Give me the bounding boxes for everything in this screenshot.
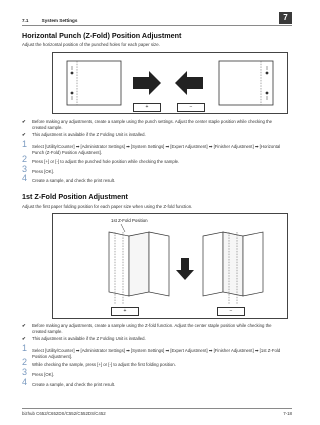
- section2-bullet: ✔ This adjustment is available if the Z Folding Unit is installed.: [22, 336, 146, 341]
- punch-hole: [71, 72, 74, 75]
- section-header: [22, 18, 77, 23]
- plus-key: +: [133, 103, 161, 112]
- zfold-position-figure: [52, 213, 288, 319]
- arrow-left-icon: [175, 71, 203, 95]
- paper-sheet-left: [67, 61, 121, 105]
- zfold-paper-panel: [223, 232, 243, 296]
- zfold-paper-panel: [129, 232, 149, 296]
- section2-intro: Adjust the first paper folding position for each paper size when using the Z-fold function.: [22, 204, 193, 209]
- paper-sheet-right: [219, 61, 273, 105]
- section2-title: 1st Z-Fold Position Adjustment: [22, 192, 128, 201]
- section-number: 7.1: [22, 18, 29, 23]
- zfold-paper-panel: [243, 232, 263, 296]
- punch-diagram: [53, 53, 287, 113]
- section-title: System Settings: [41, 18, 78, 23]
- footer-product: bizhub C652/C652DS/C552/C552DS/C452: [22, 411, 106, 416]
- punch-position-figure: [52, 52, 288, 114]
- punch-hole: [71, 92, 74, 95]
- section1-title: Horizontal Punch (Z-Fold) Position Adjustment: [22, 31, 182, 40]
- punch-hole: [266, 72, 269, 75]
- section1-bullet: ✔ Before making any adjustments, create a sample using the punch settings. Adjust the center staple position while checking the created sample.: [22, 119, 273, 130]
- zfold-paper-panel: [109, 232, 129, 296]
- header-divider: [22, 25, 292, 26]
- section1-intro: Adjust the horizontal position of the punched holes for each paper size.: [22, 42, 160, 47]
- chapter-badge: 7: [279, 12, 292, 24]
- check-icon: ✔: [22, 323, 26, 328]
- zfold-figure-label: 1st Z-Fold Position: [111, 218, 148, 223]
- arrow-down-icon: [176, 258, 194, 280]
- plus-key: +: [111, 307, 139, 316]
- section2-bullet: ✔ Before making any adjustments, create a sample using the Z-fold function. Adjust the center staple position while checking the created sample.: [22, 323, 272, 334]
- footer-divider: [22, 408, 292, 409]
- footer-page-number: 7-18: [283, 411, 292, 416]
- zfold-paper-panel: [149, 232, 169, 296]
- zfold-paper-panel: [203, 232, 223, 296]
- arrow-right-icon: [133, 71, 161, 95]
- check-icon: ✔: [22, 119, 26, 124]
- zfold-diagram: [53, 214, 287, 318]
- check-icon: ✔: [22, 132, 26, 137]
- section1-bullet: ✔ This adjustment is available if the Z Folding Unit is installed.: [22, 132, 146, 137]
- minus-key: −: [177, 103, 205, 112]
- punch-hole: [266, 92, 269, 95]
- check-icon: ✔: [22, 336, 26, 341]
- minus-key: −: [217, 307, 245, 316]
